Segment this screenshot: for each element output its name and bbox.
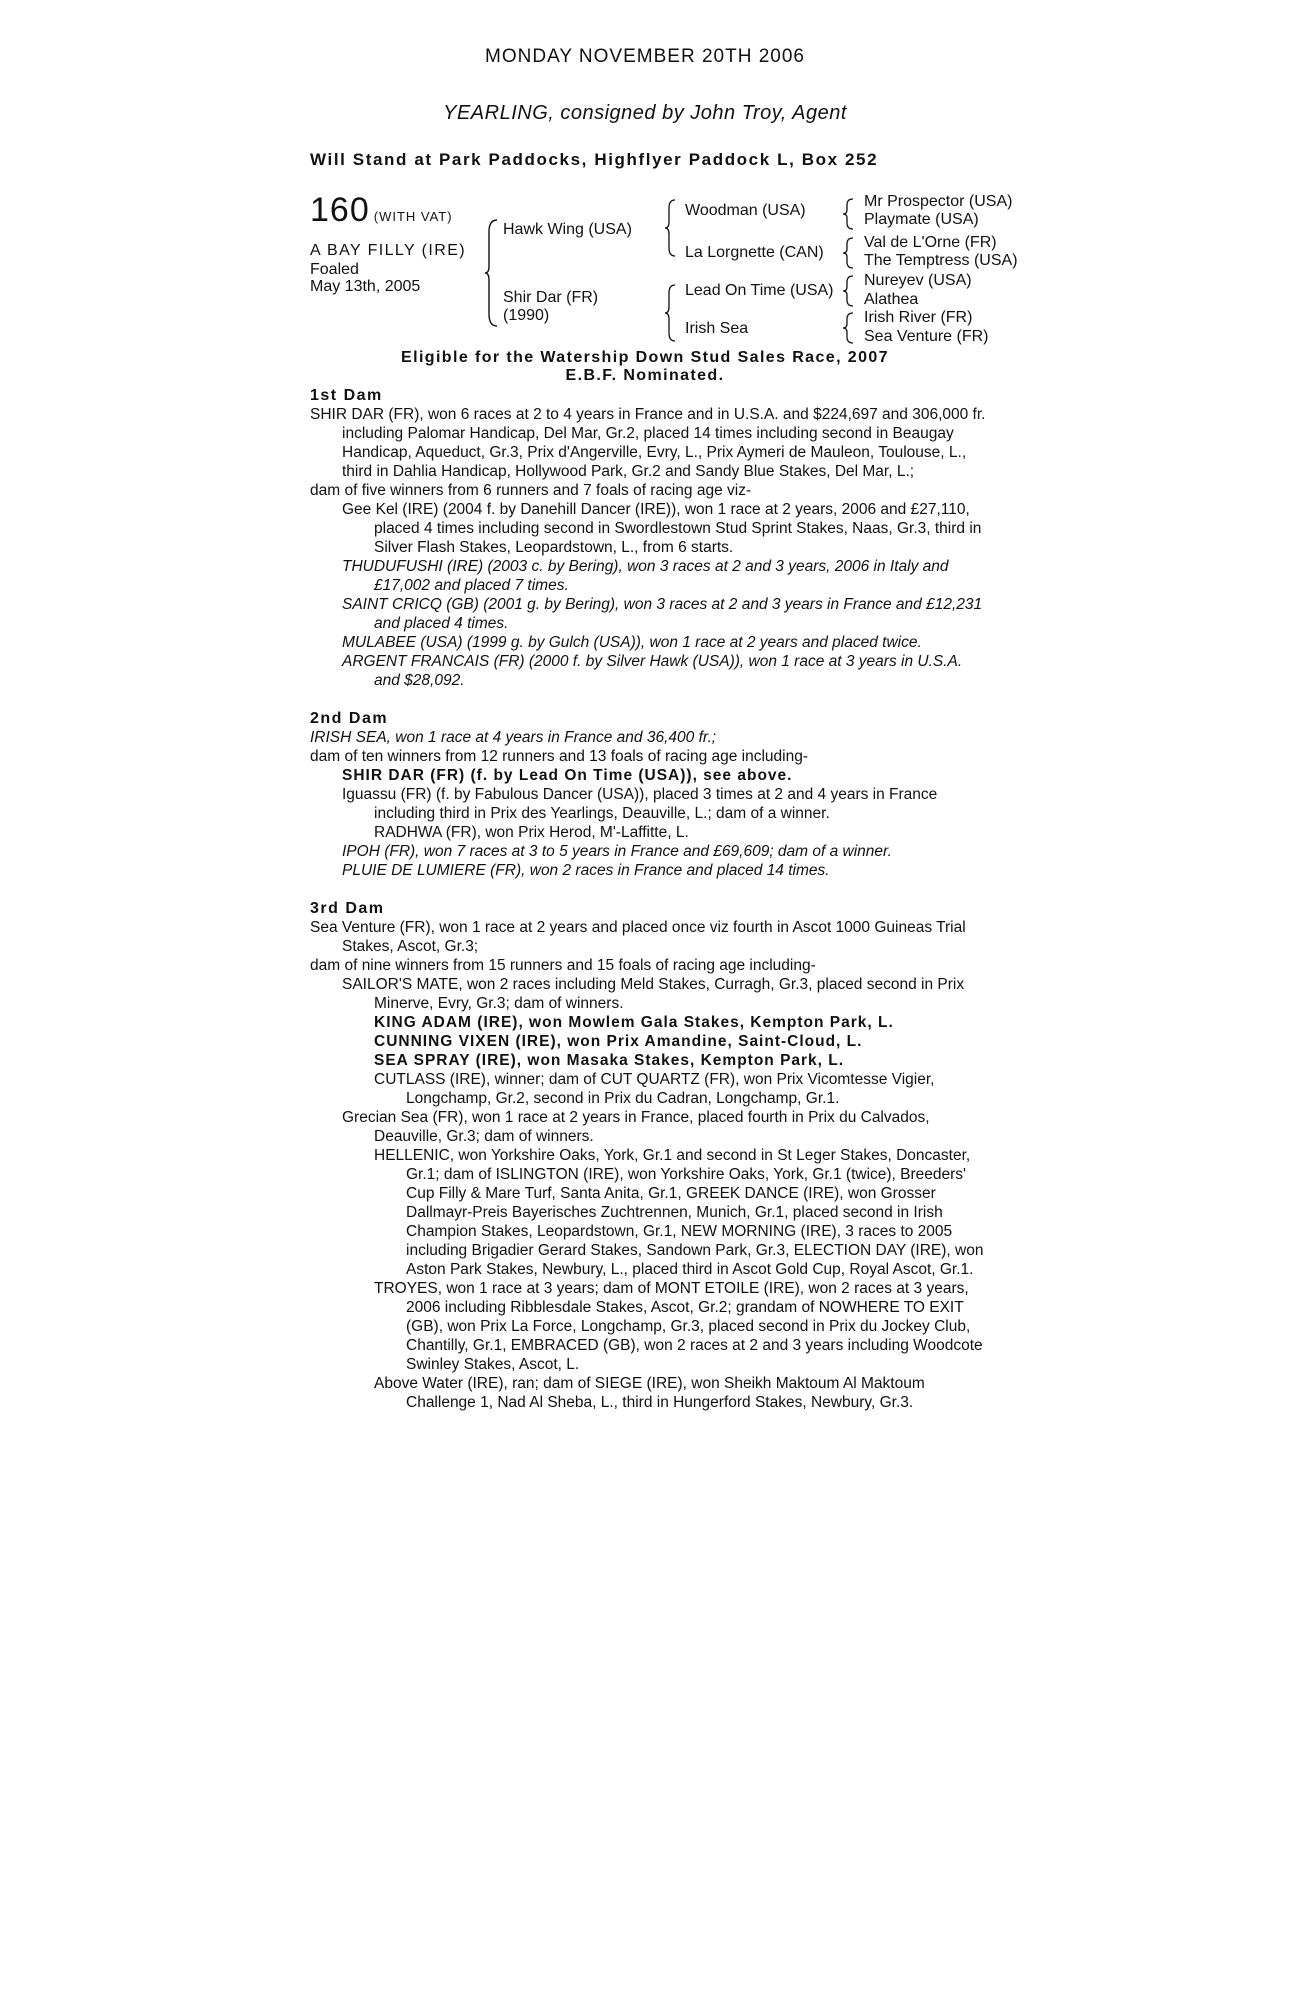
produce-entry: KING ADAM (IRE), won Mowlem Gala Stakes, Kempton Park, L. [374,1014,894,1031]
pedigree-sd-sire: Val de L'Orne (FR) [864,234,997,251]
produce-entry: Above Water (IRE), ran; dam of SIEGE (IRE), won Sheikh Maktoum Al Maktoum Challenge 1, Nad Al Sheba, L., third in Hungerford Stakes, Newbury, Gr.3. [374,1375,925,1411]
third-dam-entry: Sea Venture (FR), won 1 race at 2 years and placed once viz fourth in Ascot 1000 Guineas Trial Stakes, Ascot, Gr.3; [310,919,966,955]
sale-date: MONDAY NOVEMBER 20TH 2006 [485,46,805,67]
pedigree-ss-sire: Mr Prospector (USA) [864,193,1013,210]
foaled-info [310,261,420,295]
lot-number [310,191,453,230]
produce-entry: IPOH (FR), won 7 races at 3 to 5 years in France and £69,609; dam of a winner. [342,843,892,860]
pedigree-brace-ds [843,274,855,308]
pedigree-dam-year: (1990) [503,307,550,324]
pedigree-dd-sire: Irish River (FR) [864,309,973,326]
pedigree-ds-sire: Nureyev (USA) [864,272,972,289]
produce-entry: SHIR DAR (FR) (f. by Lead On Time (USA)), see above. [342,767,793,784]
produce-entry: SAINT CRICQ (GB) (2001 g. by Bering), won 3 races at 2 and 3 years in France and £12,231 and placed 4 times. [342,596,983,632]
produce-entry: MULABEE (USA) (1999 g. by Gulch (USA)), won 1 race at 2 years and placed twice. [342,634,922,651]
pedigree-sire-dam: La Lorgnette (CAN) [685,244,824,261]
first-dam-entry: SHIR DAR (FR), won 6 races at 2 to 4 years in France and in U.S.A. and $224,697 and 306,000 fr. including Palomar Handicap, Del Mar, Gr.2, placed 14 times including second in Beaugay Handicap, Aqueduct, Gr.3, Prix d'Angerville, Evry, L., Prix Aymeri de Mauleon, Toulouse, L., third in Dahlia Handicap, Hollywood Park, Gr.2 and Sandy Blue Stakes, Del Mar, L.; [310,406,986,480]
produce-entry: Iguassu (FR) (f. by Fabulous Dancer (USA)), placed 3 times at 2 and 4 years in France including third in Prix des Yearlings, Deauville, L.; dam of a winner. [342,786,938,822]
consignment-line: YEARLING, consigned by John Troy, Agent [443,102,847,124]
produce-entry: THUDUFUSHI (IRE) (2003 c. by Bering), won 3 races at 2 and 3 years, 2006 in Italy and £17,002 and placed 7 times. [342,558,949,594]
pedigree-dd-dam: Sea Venture (FR) [864,328,989,345]
pedigree-dam-dam: Irish Sea [685,320,749,337]
third-dam-produce-summary: dam of nine winners from 15 runners and 15 foals of racing age including- [310,957,816,974]
lot-name: A BAY FILLY (IRE) [310,242,467,259]
section-gap [310,690,986,709]
second-dam-entry: IRISH SEA, won 1 race at 4 years in France and 36,400 fr.; [310,729,717,746]
pedigree-dam: Shir Dar (FR) [503,289,599,306]
eligibility-note [0,349,1290,385]
pedigree-sire-sire: Woodman (USA) [685,202,806,219]
produce-entry: PLUIE DE LUMIERE (FR), won 2 races in France and placed 14 times. [342,862,830,879]
foaled-date: May 13th, 2005 [310,278,421,295]
foaled-label: Foaled [310,261,359,278]
pedigree-ss-dam: Playmate (USA) [864,211,979,228]
pedigree-brace-sire [665,198,677,258]
produce-entry: SAILOR'S MATE, won 2 races including Meld Stakes, Curragh, Gr.3, placed second in Prix Minerve, Evry, Gr.3; dam of winners. [342,976,965,1012]
eligibility-line-2: E.B.F. Nominated. [565,367,725,384]
pedigree-brace-sd [843,236,855,270]
lot-number-value: 160 [310,191,370,229]
second-dam-produce-summary: dam of ten winners from 12 runners and 13 foals of racing age including- [310,748,809,765]
produce-entry: CUNNING VIXEN (IRE), won Prix Amandine, Saint-Cloud, L. [374,1033,863,1050]
produce-entry: Gee Kel (IRE) (2004 f. by Danehill Dancer (IRE)), won 1 race at 2 years, 2006 and £27,110, placed 4 times including second in Swordlestown Stud Sprint Stakes, Naas, Gr.3, third in Silver Flash Stakes, Leopardstown, L., from 6 starts. [342,501,982,556]
pedigree-sire: Hawk Wing (USA) [503,221,632,238]
stand-location: Will Stand at Park Paddocks, Highflyer Paddock L, Box 252 [310,150,879,169]
eligibility-line-1: Eligible for the Watership Down Stud Sales Race, 2007 [401,349,889,366]
second-dam-heading: 2nd Dam [310,710,389,727]
pedigree-dam-sire: Lead On Time (USA) [685,282,834,299]
pedigree-ds-dam: Alathea [864,291,919,308]
pedigree-brace-dam [665,283,677,343]
produce-entry: CUTLASS (IRE), winner; dam of CUT QUARTZ (FR), won Prix Vicomtesse Vigier, Longchamp, Gr.2, second in Prix du Cadran, Longchamp, Gr.1. [374,1071,935,1107]
produce-entry: TROYES, won 1 race at 3 years; dam of MONT ETOILE (IRE), won 2 races at 3 years, 2006 including Ribblesdale Stakes, Ascot, Gr.2; grandam of NOWHERE TO EXIT (GB), won Prix La Force, Longchamp, Gr.3, placed second in Prix du Jockey Club, Chantilly, Gr.1, EMBRACED (GB), won 2 races at 2 and 3 years including Woodcote Swinley Stakes, Ascot, L. [374,1280,983,1373]
produce-entry: RADHWA (FR), won Prix Herod, M'-Laffitte, L. [374,824,689,841]
pedigree-brace-ss [843,197,855,231]
produce-entry: HELLENIC, won Yorkshire Oaks, York, Gr.1 and second in St Leger Stakes, Doncaster, Gr.1; dam of ISLINGTON (IRE), won Yorkshire Oaks, York, Gr.1 (twice), Breeders' Cup Filly & Mare Turf, Santa Anita, Gr.1, GREEK DANCE (IRE), won Grosser Dallmayr-Preis Bayerisches Zuchtrennen, Munich, Gr.1, placed second in Irish Champion Stakes, Leopardstown, Gr.1, NEW MORNING (IRE), 3 races to 2005 including Brigadier Gerard Stakes, Sandown Park, Gr.3, ELECTION DAY (IRE), won Aston Park Stakes, Newbury, L., placed third in Ascot Gold Cup, Royal Ascot, Gr.1. [374,1147,984,1278]
section-gap [310,880,986,899]
pedigree-brace-main [485,218,499,328]
first-dam-heading: 1st Dam [310,387,383,404]
vat-note: (WITH VAT) [373,209,453,224]
produce-entry: SEA SPRAY (IRE), won Masaka Stakes, Kempton Park, L. [374,1052,845,1069]
produce-entry: Grecian Sea (FR), won 1 race at 2 years in France, placed fourth in Prix du Calvados, Deauville, Gr.3; dam of winners. [342,1109,930,1145]
first-dam-produce-summary: dam of five winners from 6 runners and 7 foals of racing age viz- [310,482,752,499]
pedigree-sd-dam: The Temptress (USA) [864,252,1018,269]
produce-entry: ARGENT FRANCAIS (FR) (2000 f. by Silver Hawk (USA)), won 1 race at 3 years in U.S.A. and $28,092. [342,653,963,689]
catalogue-body [310,386,986,1412]
third-dam-heading: 3rd Dam [310,900,385,917]
pedigree-brace-dd [843,311,855,345]
